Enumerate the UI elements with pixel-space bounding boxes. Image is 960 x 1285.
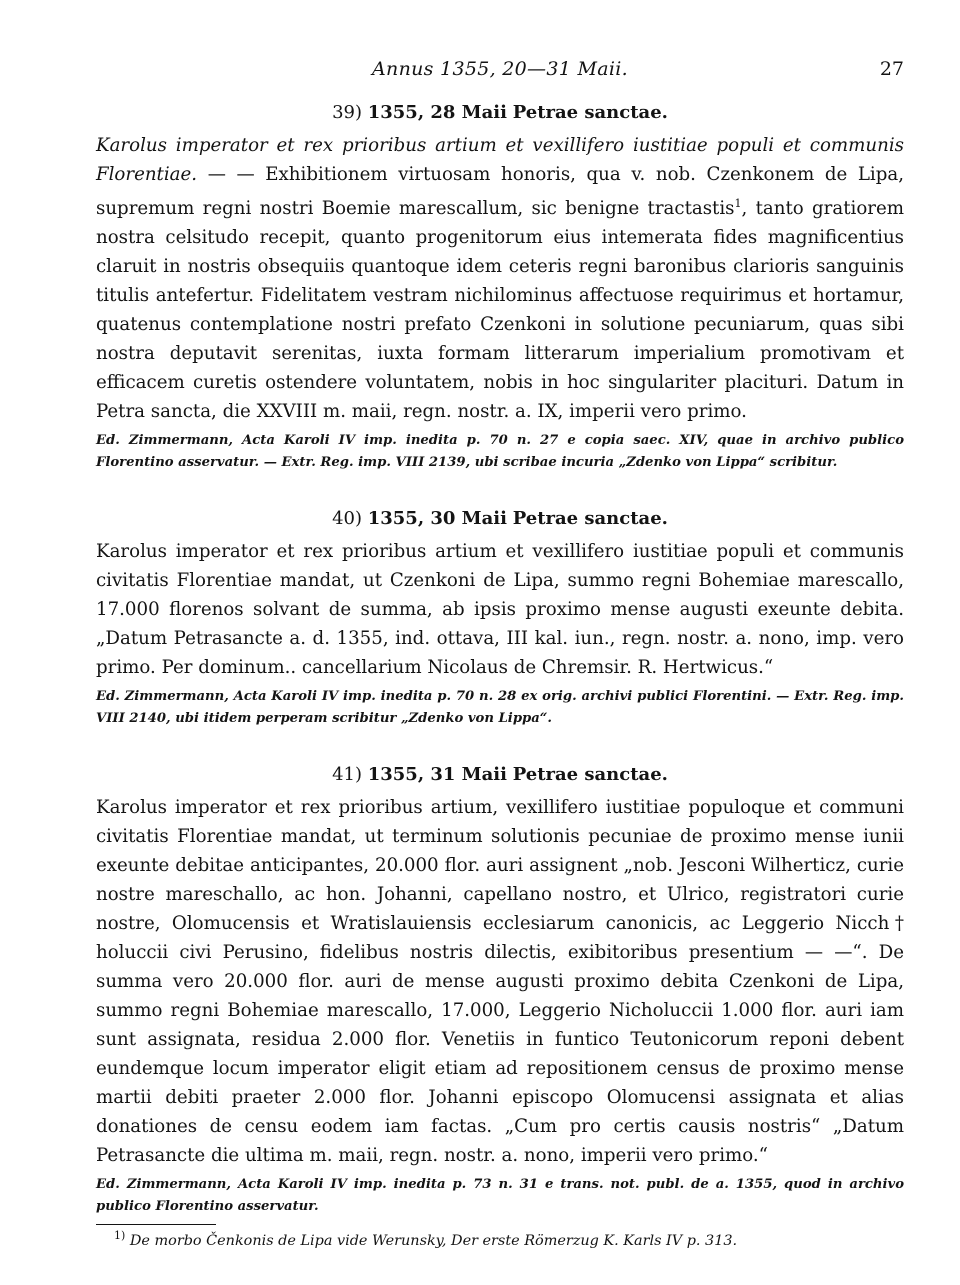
document-heading [96, 508, 904, 529]
document-body [96, 537, 904, 682]
document-date: 1355, 31 Maii [367, 764, 507, 786]
document-number: 39) [332, 102, 362, 123]
document-place: Petrae sanctae. [512, 764, 668, 786]
document-date: 1355, 30 Maii [367, 508, 507, 530]
document-text-continued: , tanto gratiorem nostra celsitudo recepit, quanto progenitorum eius intemerata fides magnificentius claruit in nostris obsequiis quantoque idem ceteris regni baronibus clarioris sanguinis titulis antefertur. Fidelitatem vestram nichilominus affectuose requirimus et hortamur, quatenus contemplatione nostri prefato Czenkoni in solutione pecuniarum, quas sibi nostra deputavit serenitas, iuxta formam litterarum imperialium promotivam et efficacem curetis ostendere voluntatem, nobis in hoc singulariter placituri. Datum in Petra sancta, die XXVIII m. maii, regn. nostr. a. IX, imperii vero primo. [96, 198, 904, 423]
footnote-marker: 1) [114, 1229, 126, 1243]
document-place: Petrae sanctae. [512, 508, 668, 530]
document-heading [96, 102, 904, 123]
document-body [96, 793, 904, 1170]
document-regest: Karolus imperator et rex prioribus artium et vexillifero iustitiae populi et communis civitatis Florentiae mandat, ut Czenkoni de Lipa, summo regni Bohemiae marescallo, 17.000 florenos solvant de summa, ab ipsis proximo mense augusti exeunte debita. [96, 541, 904, 621]
edition-note: Ed. Zimmermann, Acta Karoli IV imp. inedita p. 70 n. 28 ex orig. archivi publici Florentini. — Extr. Reg. imp. VIII 2140, ubi itidem perperam scribitur „Zdenko von Lippa“. [96, 689, 904, 727]
page-number: 27 [879, 58, 904, 80]
running-title: Annus 1355, 20—31 Maii. [372, 58, 628, 80]
footnote-rule [96, 1224, 216, 1225]
document-number: 40) [332, 508, 362, 530]
running-head [96, 58, 904, 90]
document-40 [96, 508, 904, 730]
document-date: 1355, 28 Maii [367, 102, 507, 123]
footnote-reference: 1 [734, 197, 742, 210]
document-regest: Karolus imperator et rex prioribus artium et vexillifero iustitiae populi et communis Florentiae. [96, 135, 904, 185]
document-number: 41) [332, 764, 362, 786]
document-41 [96, 764, 904, 1218]
document-body [96, 131, 904, 426]
edition-note: Ed. Zimmermann, Acta Karoli IV imp. inedita p. 70 n. 27 e copia saec. XIV, quae in archivo publico Florentino asservatur. — Extr. Reg. imp. VIII 2139, ubi scribae incuria „Zdenko von Lippa“ scribitur. [96, 433, 904, 471]
document-39 [96, 102, 904, 474]
page [96, 58, 904, 1249]
document-heading [96, 764, 904, 785]
footnote-text: De morbo Čenkonis de Lipa vide Werunsky, Der erste Römerzug K. Karls IV p. 313. [129, 1232, 738, 1249]
document-regest: Karolus imperator et rex prioribus artium, vexillifero iustitiae populoque et communi civitatis Florentiae mandat, ut terminum solutionis pecuniae de proximo mense iunii exeunte debitae anticipantes, 20.000 flor. auri assignent „nob. Jesconi Wilherticz, curie nostre mareschallo, ac hon. Johanni, capellano nostro, et Ulrico, registratori curie nostre, Olomucensis et Wratislauiensis ecclesiarum canonicis, ac Leggerio Nicch† holuccii civi Perusino, fidelibus nostris dilectis, exibitoribus presentium — —“. De summa vero 20.000 flor. auri de mense augusti proximo debita Czenkoni de Lipa, summo regni Bohemiae marescallo, 17.000, Leggerio Nicholuccii 1.000 flor. auri iam sunt assignata, residua 2.000 flor. Venetiis in funtico Teutonicorum reponi debent eundemque locum imperator eligit etiam ad repositionem census de proximo mense martii debiti praeter 2.000 flor. Johanni episcopo Olomucensi assignata et alias donationes de censu eodem iam factas. „Cum pro certis causis nostris“ „Datum Petrasancte die ultima m. maii, regn. nostr. a. nono, imperii vero primo.“ [96, 797, 904, 1167]
footnote [96, 1229, 904, 1249]
edition-note: Ed. Zimmermann, Acta Karoli IV imp. inedita p. 73 n. 31 e trans. not. publ. de a. 1355, quod in archivo publico Florentino asservatur. [96, 1177, 904, 1215]
document-quote: „Datum Petrasancte a. d. 1355, ind. ottava, III kal. iun., regn. nostr. a. nono, imp. vero primo. Per dominum.. cancellarium Nicolaus de Chremsir. R. Hertwicus.“ [96, 628, 904, 679]
document-text: — — Exhibitionem virtuosam honoris, qua v. nob. Czenkonem de Lipa, supremum regni nostri Boemie marescallum, sic benigne tractastis [96, 164, 904, 220]
document-place: Petrae sanctae. [512, 102, 668, 123]
